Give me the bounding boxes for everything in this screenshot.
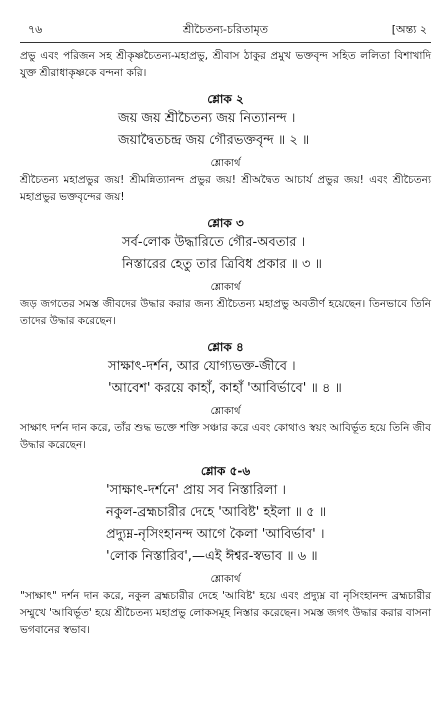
- verse-line: জয় জয় শ্রীচৈতন্য জয় নিত্যানন্দ ।: [118, 111, 296, 126]
- verse-line: 'সাক্ষাৎ-দর্শনে' প্রায় সব নিস্তারিলা ।: [106, 483, 287, 498]
- verse-line: নকুল-ব্রহ্মচারীর দেহে 'আবিষ্ট' হইলা ॥ ৫ ॥: [106, 505, 327, 520]
- header-rule: [20, 42, 431, 43]
- translation-paragraph: সাক্ষাৎ দর্শন দান করে, তাঁর শুদ্ধ ভক্তে শক্তি সঞ্চার করে এবং কোথাও স্বয়ং আবির্ভূত হয়ে তিনি জীব উদ্ধার করেছেন।: [20, 422, 431, 451]
- verse-line: 'আবেশ' করয়ে কাহাঁ, কাহাঁ 'আবির্ভাবে' ॥ ৪ ॥: [108, 381, 342, 396]
- verse-line: সাক্ষাৎ-দর্শন, আর যোগ্যভক্ত-জীবে ।: [108, 359, 296, 374]
- verse-line: জয়াদ্বৈতচন্দ্র জয় গৌরভক্তবৃন্দ ॥ ২ ॥: [118, 133, 310, 148]
- translation-heading: শ্লোকার্থ: [210, 406, 241, 417]
- chapter-marker: [অন্ত্য ২: [391, 23, 427, 36]
- intro-paragraph: প্রভু এবং পরিজন সহ শ্রীকৃষ্ণচৈতন্য-মহাপ্রভু, শ্রীবাস ঠাকুর প্রমুখ ভক্তবৃন্দ সহিত ললিতা বিশাখাদি যুক্ত শ্রীরাধাকৃষ্ণকে বন্দনা করি।: [20, 50, 431, 79]
- verse-line: সর্ব-লোক উদ্ধারিতে গৌর-অবতার ।: [122, 235, 306, 250]
- verse-heading: শ্লোক ৫-৬: [200, 464, 251, 478]
- page-content: [20, 48, 431, 639]
- verse-line: প্রদ্যুম্ন-নৃসিংহানন্দ আগে কৈলা 'আবির্ভাব' ।: [106, 527, 325, 542]
- page-number: ৭৬: [28, 23, 43, 36]
- running-title: শ্রীচৈতন্য-চরিতামৃত: [183, 23, 268, 36]
- translation-paragraph: জড় জগতের সমস্ত জীবদের উদ্ধার করার জন্য শ্রীচৈতন্য মহাপ্রভু অবতীর্ণ হয়েছেন। তিনভাবে তিনি তাদের উদ্ধার করেছেন।: [20, 298, 431, 327]
- verse-line: নিস্তারের হেতু তার ত্রিবিধ প্রকার ॥ ৩ ॥: [122, 257, 322, 272]
- translation-heading: শ্লোকার্থ: [210, 574, 241, 585]
- translation-paragraph: শ্রীচৈতন্য মহাপ্রভুর জয়! শ্রীমন্নিত্যানন্দ প্রভুর জয়! শ্রীঅদ্বৈত আচার্য প্রভুর জয়! এবং শ্রীচৈতন্য মহাপ্রভুর ভক্তবৃন্দের জয়!: [20, 174, 431, 203]
- verse-heading: শ্লোক ৩: [207, 216, 244, 230]
- verse-line: 'লোক নিস্তারিব',—এই ঈশ্বর-স্বভাব ॥ ৬ ॥: [106, 549, 318, 564]
- translation-heading: শ্লোকার্থ: [210, 158, 241, 169]
- verse-heading: শ্লোক ৪: [207, 340, 244, 354]
- translation-heading: শ্লোকার্থ: [210, 282, 241, 293]
- translation-paragraph: "সাক্ষাৎ" দর্শন দান করে, নকুল ব্রহ্মচারীর দেহে 'আবিষ্ট' হয়ে এবং প্রদ্যুম্ন বা নৃসিংহানন্দ ব্রহ্মচারীর সম্মুখে 'আবির্ভূত' হয়ে শ্রীচৈতন্য মহাপ্রভু লোকসমূহ নিস্তার করেছেন। সমস্ত জগৎ উদ্ধার করার বাসনা ভগবানের স্বভাব।: [20, 590, 431, 636]
- verse-heading: শ্লোক ২: [207, 92, 244, 106]
- page-header: [20, 22, 431, 38]
